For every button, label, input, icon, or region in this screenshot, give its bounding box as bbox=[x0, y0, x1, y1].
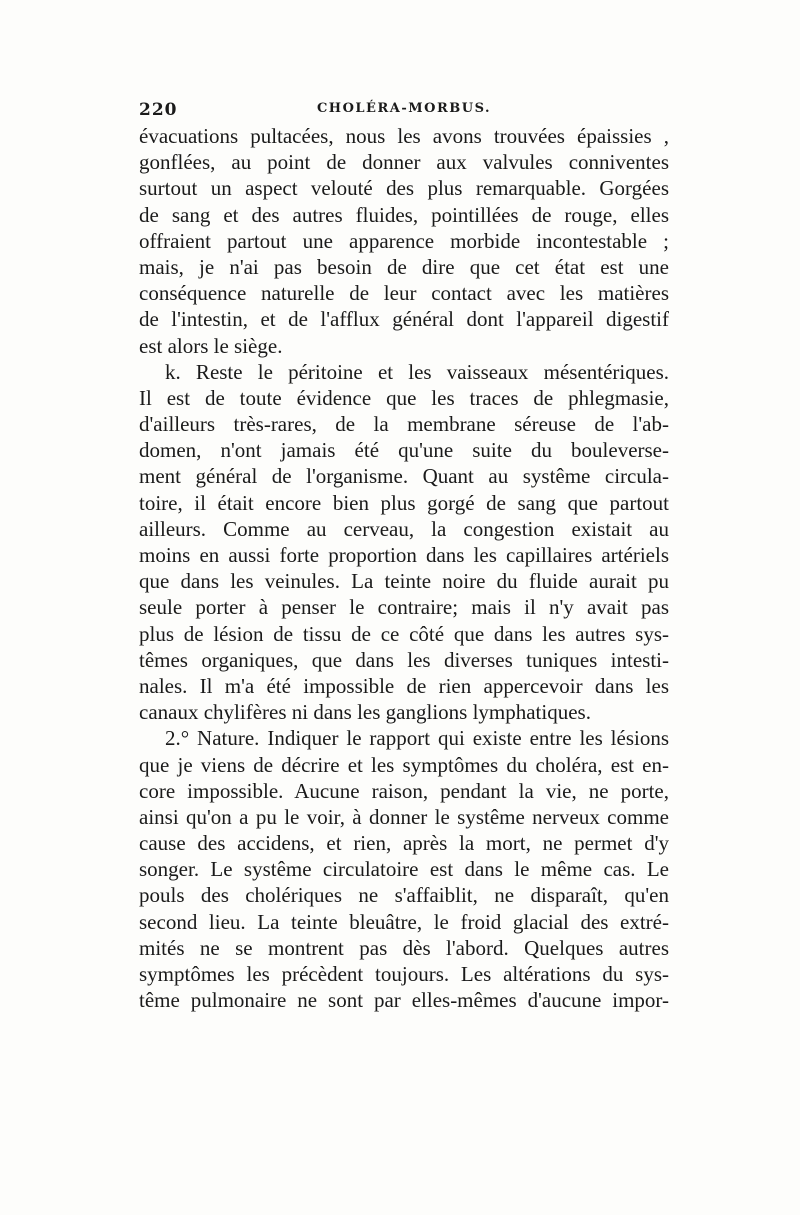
text-line: core impossible. Aucune raison, pendant la vie, ne porte, bbox=[139, 778, 669, 803]
text-line: de l'intestin, et de l'afflux général dont l'appareil digestif bbox=[139, 307, 669, 332]
text-line: d'ailleurs très-rares, de la membrane séreuse de l'ab- bbox=[139, 412, 669, 437]
text-line: ailleurs. Comme au cerveau, la congestion existait au bbox=[139, 516, 669, 541]
paragraph-end-line: est alors le siège. bbox=[139, 333, 283, 358]
text-line: symptômes les précèdent toujours. Les altérations du sys- bbox=[139, 962, 669, 986]
text-line: ainsi qu'on a pu le voir, à donner le systême nerveux comme bbox=[139, 804, 669, 829]
text-line: de sang et des autres fluides, pointillées de rouge, elles bbox=[139, 202, 669, 227]
paragraph-end-line: canaux chylifères ni dans les ganglions lymphatiques. bbox=[139, 700, 591, 725]
text-line: mités ne se montrent pas dès l'abord. Quelques autres bbox=[139, 935, 669, 960]
running-title: CHOLÉRA-MORBUS. bbox=[316, 101, 492, 116]
text-line: évacuations pultacées, nous les avons trouvées épaissies , bbox=[139, 124, 669, 148]
body-text bbox=[139, 123, 669, 1013]
text-line: moins en aussi forte proportion dans les capillaires artériels bbox=[139, 543, 669, 567]
text-line: second lieu. La teinte bleuâtre, le froid glacial des extré- bbox=[139, 909, 669, 934]
paragraph-start-line: k. Reste le péritoine et les vaisseaux mésentériques. bbox=[165, 359, 669, 384]
text-line: conséquence naturelle de leur contact avec les matières bbox=[139, 281, 669, 306]
text-line: pouls des cholériques ne s'affaiblit, ne disparaît, qu'en bbox=[139, 883, 669, 908]
text-line: plus de lésion de tissu de ce côté que dans les autres sys- bbox=[139, 621, 669, 646]
text-line: que je viens de décrire et les symptômes du choléra, est en- bbox=[139, 752, 669, 777]
text-line: cause des accidens, et rien, après la mort, ne permet d'y bbox=[139, 831, 669, 856]
running-head bbox=[139, 100, 669, 124]
text-line: surtout un aspect velouté des plus remarquable. Gorgées bbox=[139, 176, 669, 201]
text-line: Il est de toute évidence que les traces de phlegmasie, bbox=[139, 385, 669, 410]
text-line: domen, n'ont jamais été qu'une suite du bouleverse- bbox=[139, 438, 669, 463]
text-line: que dans les veinules. La teinte noire du fluide aurait pu bbox=[139, 569, 669, 594]
text-line: seule porter à penser le contraire; mais il n'y avait pas bbox=[139, 595, 669, 620]
text-line: mais, je n'ai pas besoin de dire que cet état est une bbox=[139, 254, 669, 279]
text-line: têmes organiques, que dans les diverses tuniques intesti- bbox=[139, 647, 669, 672]
text-line: gonflées, au point de donner aux valvules conniventes bbox=[139, 150, 669, 175]
text-line: toire, il était encore bien plus gorgé de sang que partout bbox=[139, 490, 669, 515]
text-line: nales. Il m'a été impossible de rien appercevoir dans les bbox=[139, 673, 669, 698]
page-number: 220 bbox=[139, 100, 178, 120]
text-line: tême pulmonaire ne sont par elles-mêmes d'aucune impor- bbox=[139, 988, 669, 1013]
paragraph-start-line: 2.° Nature. Indiquer le rapport qui existe entre les lésions bbox=[165, 726, 669, 751]
text-line: ment général de l'organisme. Quant au systême circula- bbox=[139, 464, 669, 489]
text-line: offraient partout une apparence morbide incontestable ; bbox=[139, 228, 669, 253]
text-line: songer. Le systême circulatoire est dans le même cas. Le bbox=[139, 857, 669, 882]
